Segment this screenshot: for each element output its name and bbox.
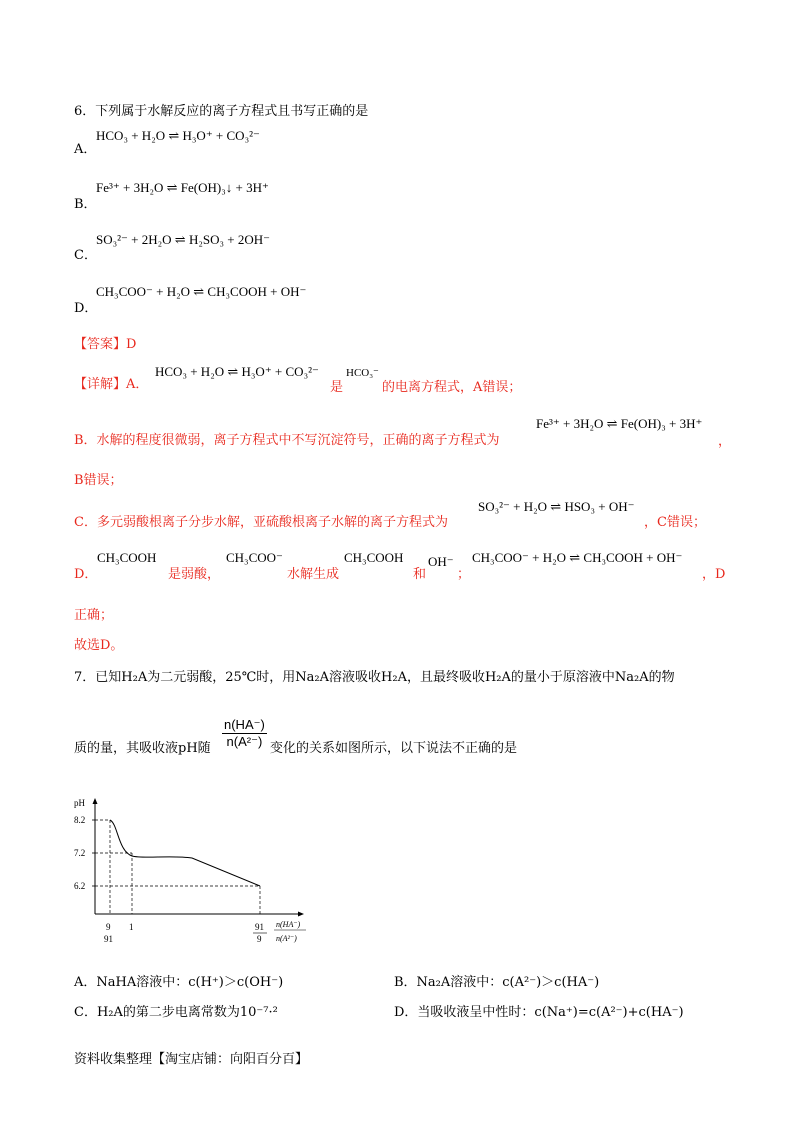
q6-detail-d-equation: CH₃COO⁻ + H₂O ⇌ CH₃COOH + OH⁻ bbox=[472, 550, 683, 565]
ph-curve bbox=[110, 820, 260, 886]
q6-detail-a-species: HCO₃⁻ bbox=[346, 367, 379, 379]
q6-option-d-equation: CH₃COO⁻ + H₂O ⇌ CH₃COOH + OH⁻ bbox=[96, 284, 307, 299]
q6-detail-a-is: 是 bbox=[330, 380, 344, 395]
q6-option-c-label: C． bbox=[74, 248, 97, 263]
q6-detail-c-equation: SO₃²⁻ + H₂O ⇌ HSO₃ + OH⁻ bbox=[478, 499, 635, 514]
q7-ratio-denominator: n(A²⁻) bbox=[226, 734, 263, 749]
chart-marks bbox=[92, 820, 260, 914]
footer-note: 资料收集整理【淘宝店铺：向阳百分百】 bbox=[74, 1052, 309, 1067]
q7-ratio-numerator: n(HA⁻) bbox=[224, 717, 265, 732]
q6-option-a-label: A． bbox=[74, 142, 97, 157]
q6-detail-d-and: 和 bbox=[413, 567, 427, 582]
x-axis-label-num: n(HA⁻) bbox=[276, 920, 301, 929]
y-tick-label: 6.2 bbox=[74, 881, 86, 891]
q6-detail-a-tail: 的电离方程式，A错误； bbox=[382, 380, 522, 395]
q6-conclusion: 故选D。 bbox=[74, 638, 124, 653]
q6-answer: 【答案】D bbox=[74, 337, 137, 352]
q6-detail-d-acid2: CH₃COOH bbox=[344, 550, 404, 565]
q6-detail-b-comma: ， bbox=[718, 434, 732, 449]
q6-detail-b-equation: Fe³⁺ + 3H₂O ⇌ Fe(OH)₃ + 3H⁺ bbox=[536, 416, 703, 431]
y-tick-label: 8.2 bbox=[74, 815, 86, 825]
q7-option-a: A．NaHA溶液中：c(H⁺)＞c(OH⁻) bbox=[74, 975, 284, 990]
q6-detail-b-tail: B错误； bbox=[74, 473, 123, 488]
q6-option-a-equation: HCO₃ + H₂O ⇌ H₃O⁺ + CO₃²⁻ bbox=[96, 128, 260, 143]
q6-option-c-equation: SO₃²⁻ + 2H₂O ⇌ H₂SO₃ + 2OH⁻ bbox=[96, 232, 270, 247]
y-tick-label: 7.2 bbox=[74, 848, 86, 858]
q6-detail-d-oh: OH⁻ bbox=[428, 554, 454, 569]
x-tick-label-3 bbox=[253, 922, 267, 944]
q7-option-c: C．H₂A的第二步电离常数为10⁻⁷·² bbox=[74, 1005, 278, 1020]
q6-option-b-label: B． bbox=[74, 197, 97, 212]
q6-detail-d-comma: ，D bbox=[702, 567, 726, 582]
x-axis-label-den: n(A²⁻) bbox=[276, 934, 297, 943]
x-tick-label-1 bbox=[104, 922, 113, 944]
q6-detail-d-weak: 是弱酸， bbox=[168, 567, 221, 582]
q6-stem: 6．下列属于水解反应的离子方程式且书写正确的是 bbox=[74, 104, 369, 119]
q7-stem-line1: 7．已知H₂A为二元弱酸，25℃时，用Na₂A溶液吸收H₂A，且最终吸收H₂A的量小于原溶液中Na₂A的物 bbox=[74, 670, 675, 685]
x-tick-num: 91 bbox=[255, 922, 264, 932]
q6-option-b-equation: Fe³⁺ + 3H₂O ⇌ Fe(OH)₃↓ + 3H⁺ bbox=[96, 180, 269, 195]
x-tick-den: 91 bbox=[104, 934, 113, 944]
q7-option-d: D．当吸收液呈中性时：c(Na⁺)=c(A²⁻)+c(HA⁻) bbox=[394, 1005, 684, 1020]
y-axis-label: pH bbox=[74, 798, 85, 808]
x-axis-label bbox=[274, 920, 306, 943]
x-tick-label-2: 1 bbox=[129, 922, 134, 932]
q6-detail-label: 【详解】A． bbox=[74, 377, 149, 392]
q7-ratio-fraction bbox=[222, 717, 267, 750]
q6-option-d-label: D． bbox=[74, 301, 98, 316]
ph-chart bbox=[60, 790, 330, 955]
q7-stem-line2-post: 变化的关系如图所示，以下说法不正确的是 bbox=[270, 741, 518, 756]
q6-detail-a-equation: HCO₃ + H₂O ⇌ H₃O⁺ + CO₃²⁻ bbox=[155, 364, 319, 379]
q6-detail-d-semicolon: ； bbox=[457, 567, 471, 582]
x-tick-num: 9 bbox=[106, 922, 111, 932]
q7-stem-line2-pre: 质的量，其吸收液pH随 bbox=[74, 741, 211, 756]
q7-option-b: B．Na₂A溶液中：c(A²⁻)＞c(HA⁻) bbox=[394, 975, 600, 990]
q6-detail-b-text: B．水解的程度很微弱，离子方程式中不写沉淀符号，正确的离子方程式为 bbox=[74, 433, 500, 448]
q6-detail-d-label: D． bbox=[74, 567, 98, 582]
q6-detail-d-correct: 正确； bbox=[74, 608, 114, 623]
y-axis-arrow bbox=[93, 798, 98, 804]
q6-detail-c-tail: ，C错误； bbox=[644, 515, 706, 530]
q6-detail-c-text: C．多元弱酸根离子分步水解，亚硫酸根离子水解的离子方程式为 bbox=[74, 515, 448, 530]
q6-detail-d-hydro: 水解生成 bbox=[287, 567, 340, 582]
q6-detail-d-ion: CH₃COO⁻ bbox=[226, 550, 283, 565]
q6-detail-d-acid: CH₃COOH bbox=[97, 550, 157, 565]
x-axis-arrow bbox=[298, 912, 304, 917]
x-tick-den: 9 bbox=[257, 934, 262, 944]
